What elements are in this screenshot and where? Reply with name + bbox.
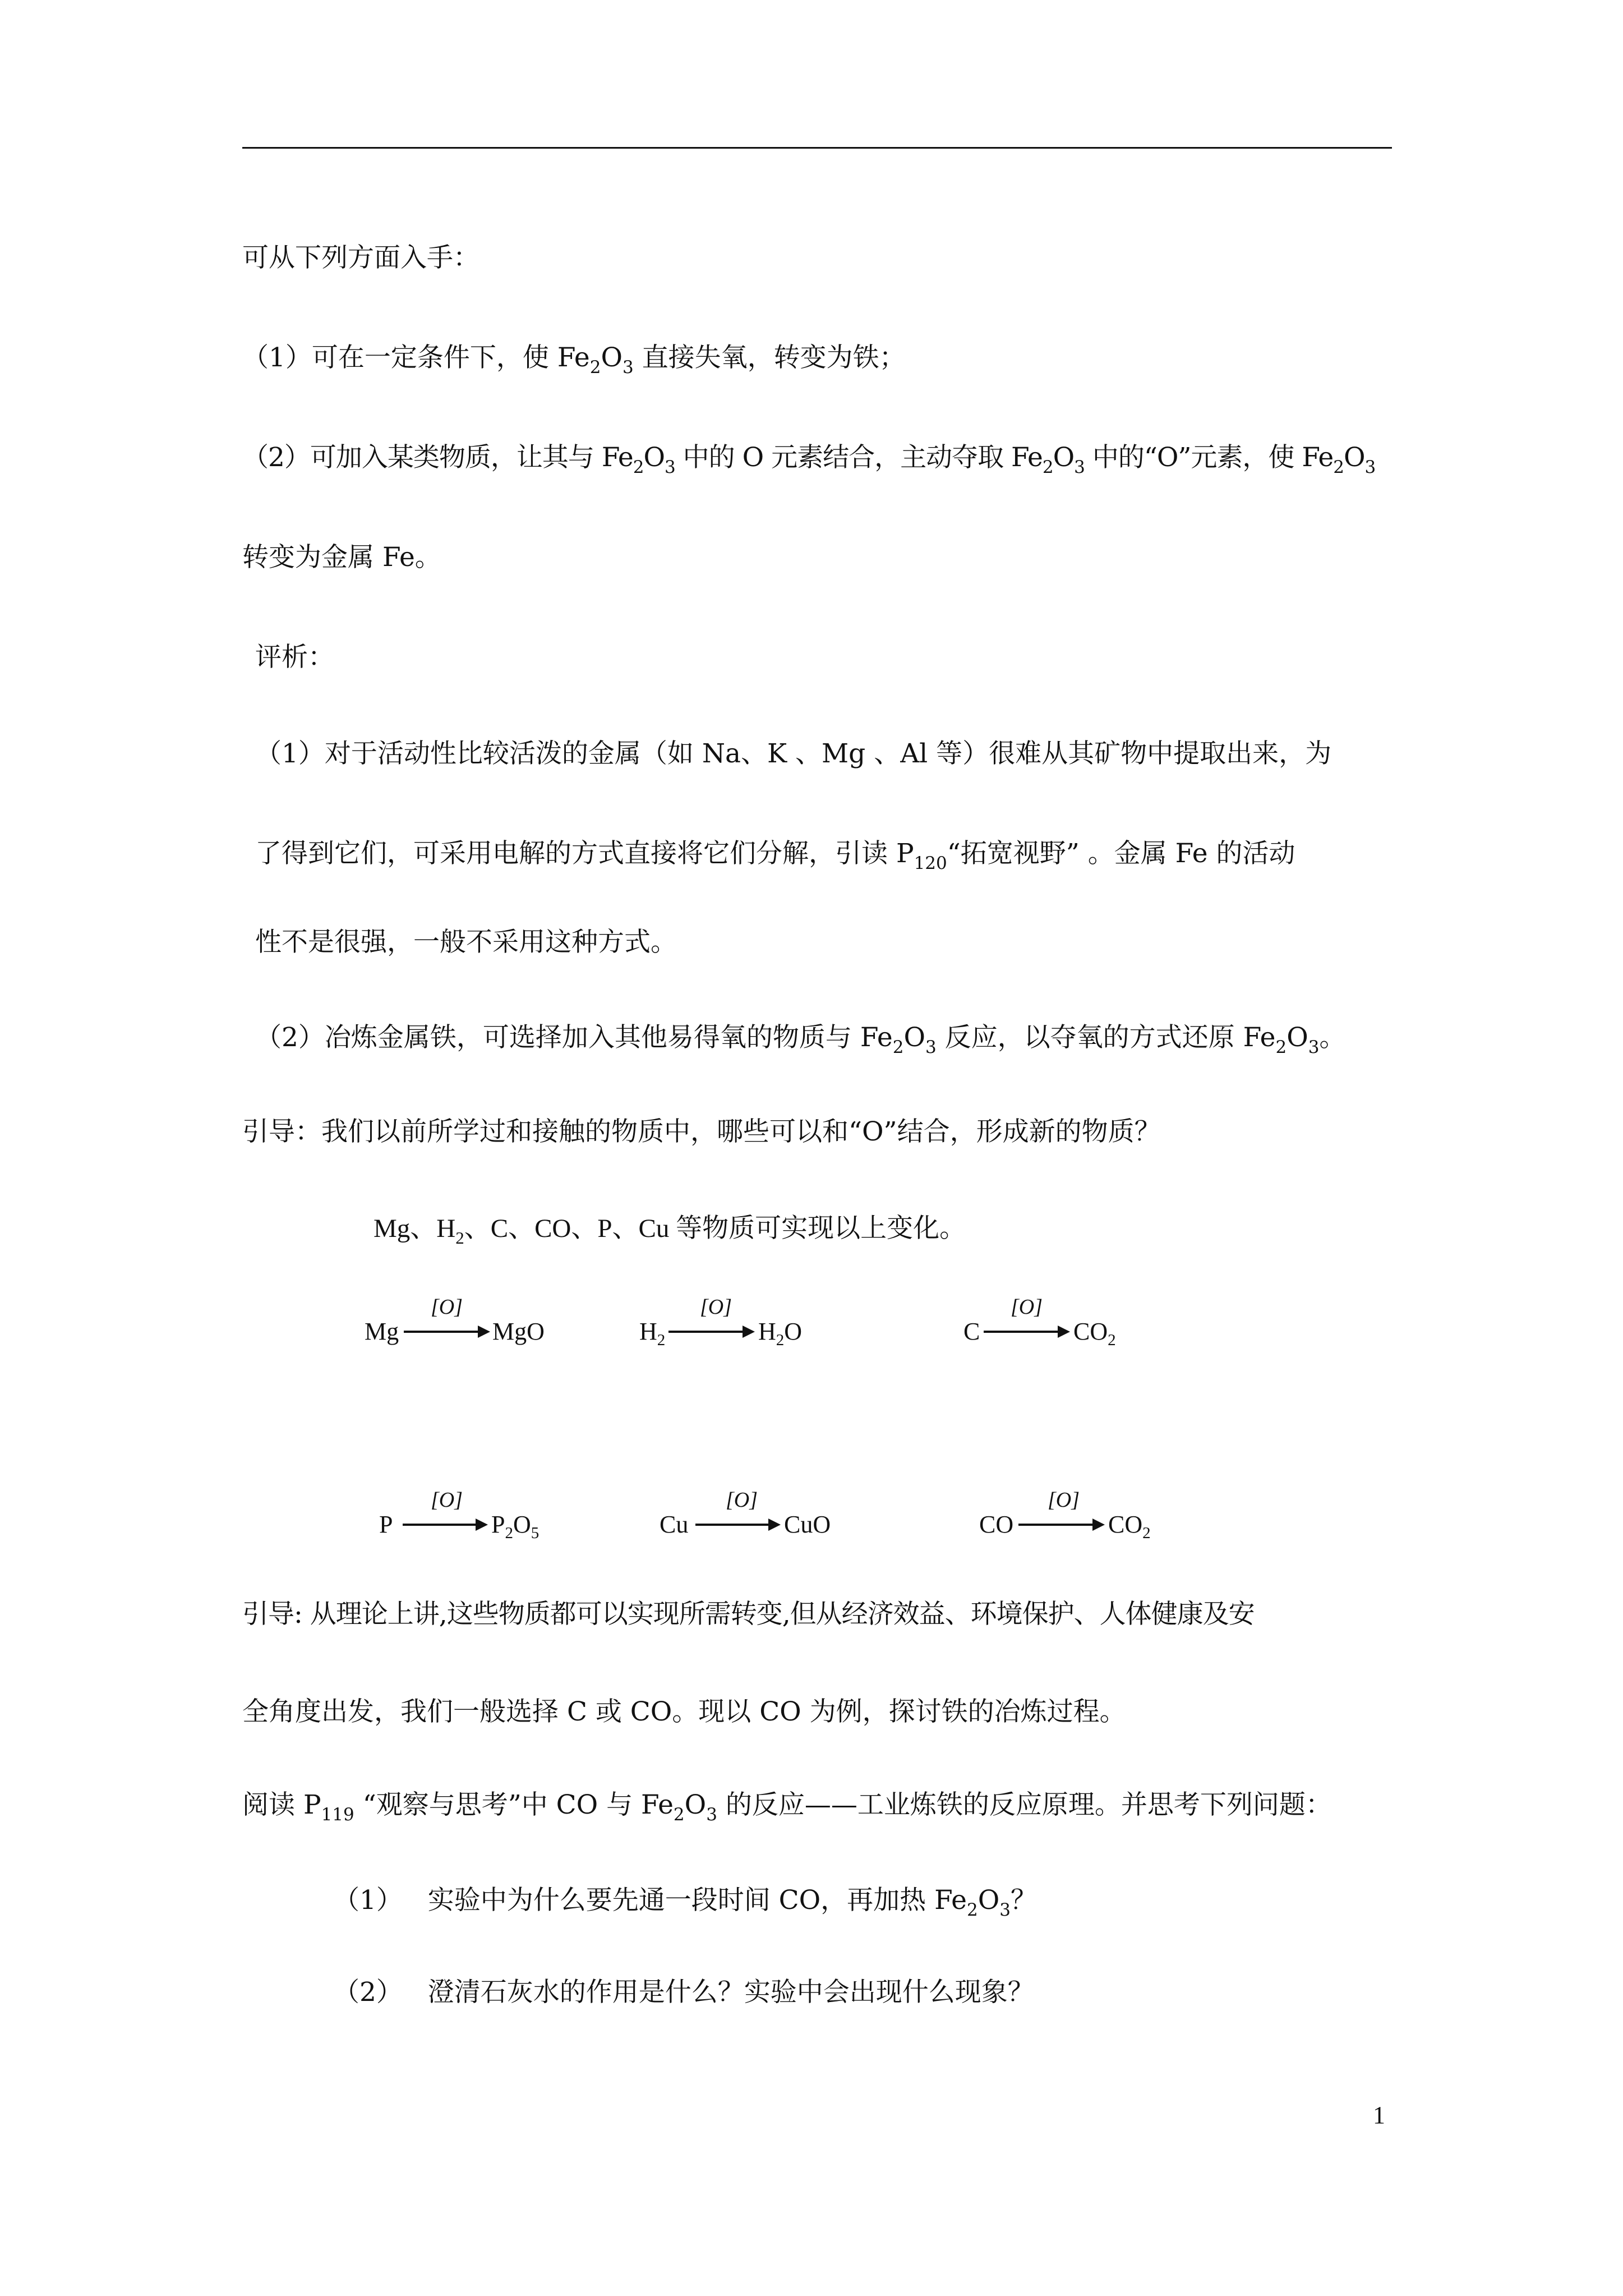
analysis-1-line-3: 性不是很强，一般不采用这种方式。 [255,927,677,958]
question-2: （2） 澄清石灰水的作用是什么？实验中会出现什么现象？ [333,1977,1034,2008]
analysis-1-line-2: 了得到它们，可采用电解的方式直接将它们分解，引读 $P_{120}“$拓宽视野” 。金属 Fe 的活动 [255,838,1295,873]
product: $CO_2$ [1073,1318,1116,1349]
reactant: P [379,1511,393,1538]
condition-label: [O] [431,1488,463,1512]
substances-line: Mg、$H_2$、C、CO、P、Cu 等物质可实现以上变化。 [374,1214,966,1248]
reaction-arrow [1018,1524,1103,1526]
header-rule [242,147,1392,149]
reaction-co [979,1488,1170,1542]
analysis-2-line: （2）冶炼金属铁，可选择加入其他易得氧的物质与 $Fe_2O_3$ 反应，以夺氧的方式还原 $Fe_2O_3$。 [255,1022,1346,1057]
reaction-mg [365,1295,578,1345]
product: CuO [784,1511,831,1538]
condition-label: [O] [1011,1295,1043,1319]
product: $H_2O$ [758,1318,803,1349]
condition-label: [O] [700,1295,732,1319]
reaction-arrow [668,1331,753,1333]
guide-1-line: 引导：我们以前所学过和接触的物质中，哪些可以和“O”结合，形成新的物质？ [242,1116,1161,1147]
product: $P_2O_5$ [491,1511,540,1542]
guide-2-line-1: 引导: 从理论上讲,这些物质都可以实现所需转变,但从经济效益、环境保护、人体健康及安 [242,1599,1255,1630]
reading-line: 阅读 $P_{119}$ “观察与思考”中 CO 与 $Fe_2O_3$ 的反应——工业炼铁的反应原理。并思考下列问题： [242,1789,1332,1825]
intro-line: 可从下列方面入手： [242,242,479,273]
product: MgO [492,1318,545,1345]
page-number: 1 [1373,2101,1385,2129]
reaction-cu [660,1488,845,1538]
product: $CO_2$ [1108,1511,1151,1542]
condition-label: [O] [726,1488,758,1512]
reaction-arrow [695,1524,778,1526]
reaction-p [379,1488,564,1542]
reactant: Cu [660,1511,689,1538]
reaction-h2 [639,1295,830,1349]
reactant: CO [979,1511,1014,1538]
condition-label: [O] [431,1295,463,1319]
analysis-title: 评析： [255,642,334,673]
question-1: （1） 实验中为什么要先通一段时间 CO，再加热 $Fe_2O_3$？ [333,1885,1037,1920]
reactant: $H_2$ [639,1318,666,1349]
analysis-1-line-1: （1）对于活动性比较活泼的金属（如 Na、K 、Mg 、Al 等）很难从其矿物中提取出来，为 [255,738,1332,769]
reaction-arrow [984,1331,1068,1333]
method-1-line: （1）可在一定条件下，使 $Fe_2O_3$ 直接失氧，转变为铁； [242,342,906,378]
method-2-continuation: 转变为金属 Fe。 [242,542,441,573]
reaction-c [963,1295,1143,1349]
guide-2-line-2: 全角度出发，我们一般选择 C 或 CO。现以 CO 为例，探讨铁的冶炼过程。 [242,1696,1126,1727]
reaction-arrow [404,1331,488,1333]
condition-label: [O] [1048,1488,1080,1512]
reaction-arrow [403,1524,486,1526]
reactant: C [963,1318,980,1345]
method-2-line: （2）可加入某类物质，让其与 $Fe_2O_3$ 中的 O 元素结合，主动夺取 $Fe_2O_3$ 中的“O”元素，使 $Fe_2O_3$ [242,442,1376,477]
reactant: Mg [365,1318,399,1345]
